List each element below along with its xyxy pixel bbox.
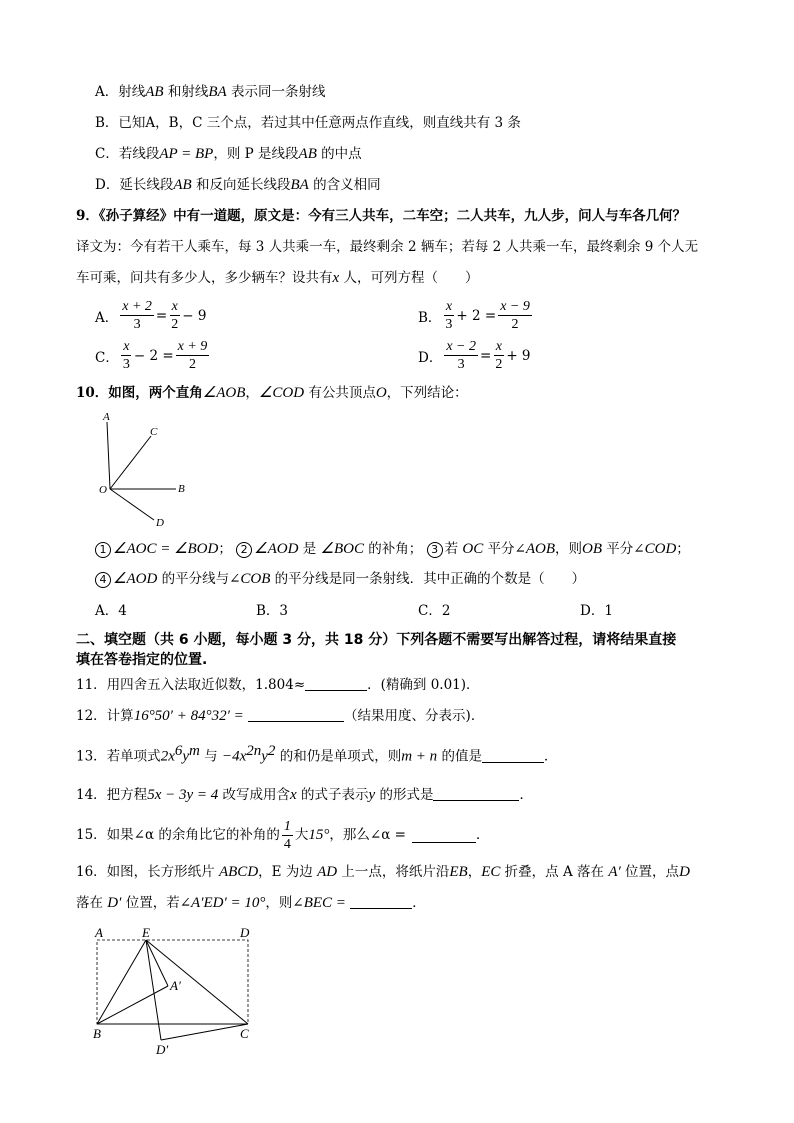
label-d: D — [156, 517, 164, 529]
q10-option-b: B．3 — [256, 603, 289, 619]
q10-statements-1: 1 ∠AOC = ∠BOD； 2 ∠AOD 是 ∠BOC 的补角； 3 若 OC 平分∠AOB，则OB 平分∠COD； — [95, 539, 690, 559]
q9-option-a: A． $\frac{x + 2}{3}$ = $\frac{x}{2}$ − 9 — [95, 299, 207, 332]
ray-od — [110, 489, 154, 520]
q16-rectangle-figure — [88, 922, 260, 1058]
q11: 11．用四舍五入法取近似数，1.804≈ ．(精确到 0.01)． — [76, 677, 480, 693]
label-a: A — [103, 411, 110, 423]
section-fill-in-title: 二、填空题（共 6 小题，每小题 3 分，共 18 分）下列各题不需要写出解答过程，请将结果直接 — [76, 632, 677, 648]
q9-line2: 译文为：今有若干人乘车，每 3 人共乘一车，最终剩余 2 辆车；若每 2 人共乘一车，最终剩余 9 个人无 — [76, 239, 699, 255]
q13: 13．若单项式$2x^6y^m$ 与 $-4x^{2n}y^2$ 的和仍是单项式，则m + n 的值是 ． — [76, 743, 558, 765]
q12: 12．计算16°50′ + 84°32′ = （结果用度、分表示)． — [76, 708, 485, 724]
q8-option-b: B．已知A，B，C 三个点，若过其中任意两点作直线，则直线共有 3 条 — [95, 115, 521, 131]
q16-line2: 落在 D′ 位置，若∠A′ED′ = 10°，则∠BEC = ． — [76, 895, 426, 911]
label-d-prime: D′ — [156, 1042, 169, 1057]
q8-option-a: A．射线AB 和射线BA 表示同一条射线 — [95, 84, 326, 100]
q9-line3: 车可乘，问共有多少人，多少辆车？设共有x 人，可列方程（ ） — [76, 270, 479, 286]
q9-option-b: B． $\frac{x}{3}$ + 2 = $\frac{x - 9}{2}$ — [418, 299, 530, 332]
q10-angle-figure — [96, 408, 206, 532]
q10-option-d: D．1 — [580, 603, 613, 619]
label-c: C — [150, 426, 158, 438]
q15: 15．如果∠α 的余角比它的补角的 $\frac{1}{4}$ 大 15° ，那么∠α = ． — [76, 818, 490, 852]
q8-option-c: C．若线段AP = BP，则 P 是线段AB 的中点 — [95, 146, 362, 162]
q8-option-d: D．延长线段AB 和反向延长线段BA 的含义相同 — [95, 177, 381, 193]
q10-statements-2: 4 ∠AOD 的平分线与∠COB 的平分线是同一条射线．其中正确的个数是（ ） — [95, 569, 585, 589]
q15-answer-blank[interactable] — [412, 828, 476, 843]
label-b: B — [93, 1026, 101, 1041]
q10-stem: 10．如图，两个直角∠AOB，∠COD 有公共顶点O，下列结论： — [76, 385, 468, 401]
q16-answer-blank[interactable] — [350, 894, 412, 909]
q9-option-c: C． $\frac{x}{3}$ − 2 = $\frac{x + 9}{2}$ — [95, 339, 208, 372]
label-e: E — [142, 925, 150, 940]
label-c: C — [240, 1026, 249, 1041]
crease-ec — [146, 940, 248, 1024]
q9-option-d: D． $\frac{x - 2}{3}$ = $\frac{x}{2}$ + 9 — [418, 339, 531, 372]
q10-option-a: A．4 — [95, 603, 127, 619]
label-a-prime: A′ — [170, 978, 181, 993]
q11-answer-blank[interactable] — [305, 676, 367, 691]
q16-line1: 16．如图，长方形纸片 ABCD，E 为边 AD 上一点，将纸片沿EB，EC 折叠，点 A 落在 A′ 位置，点D — [76, 864, 690, 880]
label-d: D — [240, 925, 250, 940]
q10-option-c: C．2 — [418, 603, 451, 619]
q14-answer-blank[interactable] — [433, 786, 519, 801]
q9-line1: 9．《孙子算经》中有一道题，原文是：今有三人共车，二车空；二人共车，九人步，问人与车各几何？ — [76, 208, 687, 224]
section-fill-in-title-2: 填在答卷指定的位置. — [76, 652, 208, 668]
q12-answer-blank[interactable] — [248, 707, 344, 722]
ray-oa — [107, 422, 110, 489]
label-b: B — [178, 483, 185, 495]
ray-oc — [110, 436, 151, 489]
segment-d-prime-c — [161, 1024, 248, 1040]
label-a: A — [95, 925, 103, 940]
q13-answer-blank[interactable] — [482, 748, 544, 763]
label-o: O — [99, 484, 107, 496]
q14: 14．把方程5x − 3y = 4 改写成用含x 的式子表示y 的形式是 ． — [76, 787, 533, 803]
